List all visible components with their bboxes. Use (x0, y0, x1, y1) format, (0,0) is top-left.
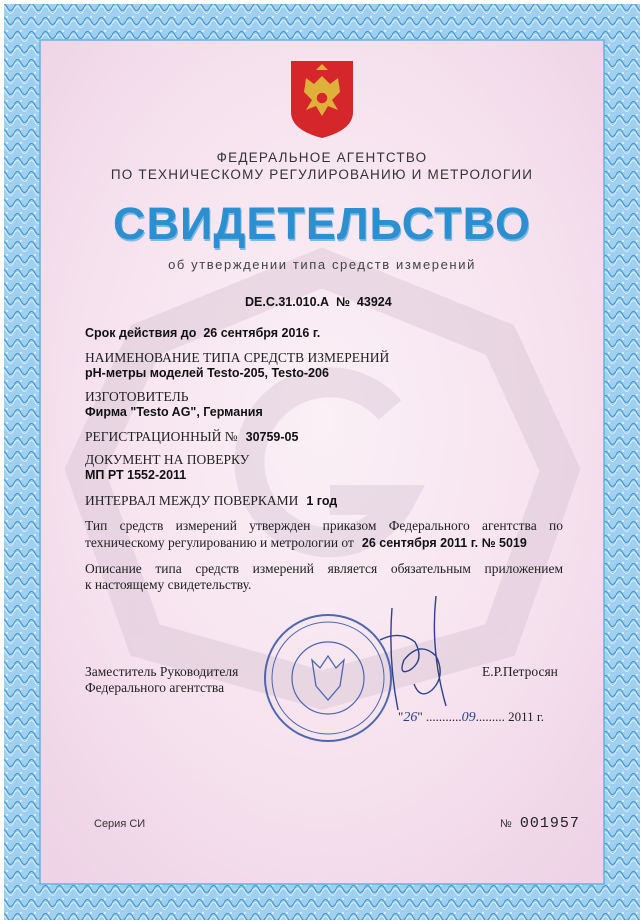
validity-value: 26 сентября 2016 г. (203, 326, 321, 340)
validity-line (85, 326, 320, 340)
description-line1: Описание типа средств измерений является обязательным приложением (85, 561, 563, 576)
manufacturer-value: Фирма "Testo AG", Германия (85, 405, 263, 419)
manufacturer-label: ИЗГОТОВИТЕЛЬ (85, 389, 189, 404)
registration-label: РЕГИСТРАЦИОННЫЙ № (85, 429, 238, 444)
certificate-subtitle: об утверждении типа средств измерений (168, 257, 476, 272)
signature-date-month: 09 (461, 710, 476, 725)
registration-line (85, 428, 298, 446)
type-name-label: НАИМЕНОВАНИЕ ТИПА СРЕДСТВ ИЗМЕРЕНИЙ (85, 350, 390, 365)
cert-number: 43924 (356, 295, 392, 309)
approval-text-line1: Тип средств измерений утвержден приказом Федерального агентства по (85, 518, 563, 533)
registration-value: 30759-05 (245, 430, 299, 444)
verification-doc-label: ДОКУМЕНТ НА ПОВЕРКУ (85, 452, 250, 467)
verification-doc-value: МП РТ 1552-2011 (85, 468, 187, 482)
series-label: Серия СИ (94, 818, 146, 830)
approval-text-line2 (85, 534, 527, 552)
validity-label: Срок действия до (85, 326, 197, 340)
serial-number-sign: № (500, 818, 512, 830)
signature-date-day: 26 (403, 710, 418, 725)
interval-label: ИНТЕРВАЛ МЕЖДУ ПОВЕРКАМИ (85, 493, 299, 508)
signatory-name: Е.Р.Петросян (482, 664, 558, 679)
approval-text-part: техническому регулированию и метрологии от (85, 535, 354, 550)
description-line2: к настоящему свидетельству. (85, 577, 252, 592)
serial-number-line (500, 814, 580, 832)
signature-date-year: 2011 г. (508, 709, 545, 724)
interval-line (85, 492, 337, 510)
signatory-position-line2: Федерального агентства (85, 680, 225, 695)
type-name-value: pH-метры моделей Testo-205, Testo-206 (85, 366, 329, 380)
interval-value: 1 год (306, 494, 338, 508)
signatory-position-line1: Заместитель Руководителя (85, 664, 239, 679)
cert-code: DE.C.31.010.A (245, 295, 330, 309)
number-sign: № (336, 295, 350, 309)
serial-number: 001957 (519, 815, 580, 832)
agency-name-line2: ПО ТЕХНИЧЕСКОМУ РЕГУЛИРОВАНИЮ И МЕТРОЛОГИИ (110, 167, 534, 182)
cert-code-line (245, 295, 392, 309)
coat-of-arms-icon (291, 61, 353, 138)
approval-date: 26 сентября 2011 г. № 5019 (361, 536, 527, 550)
certificate-title: СВИДЕТЕЛЬСТВО (113, 198, 531, 249)
signature-date: "26" ...........09......... 2011 г. (398, 709, 545, 725)
agency-name-line1: ФЕДЕРАЛЬНОЕ АГЕНТСТВО (216, 150, 428, 165)
